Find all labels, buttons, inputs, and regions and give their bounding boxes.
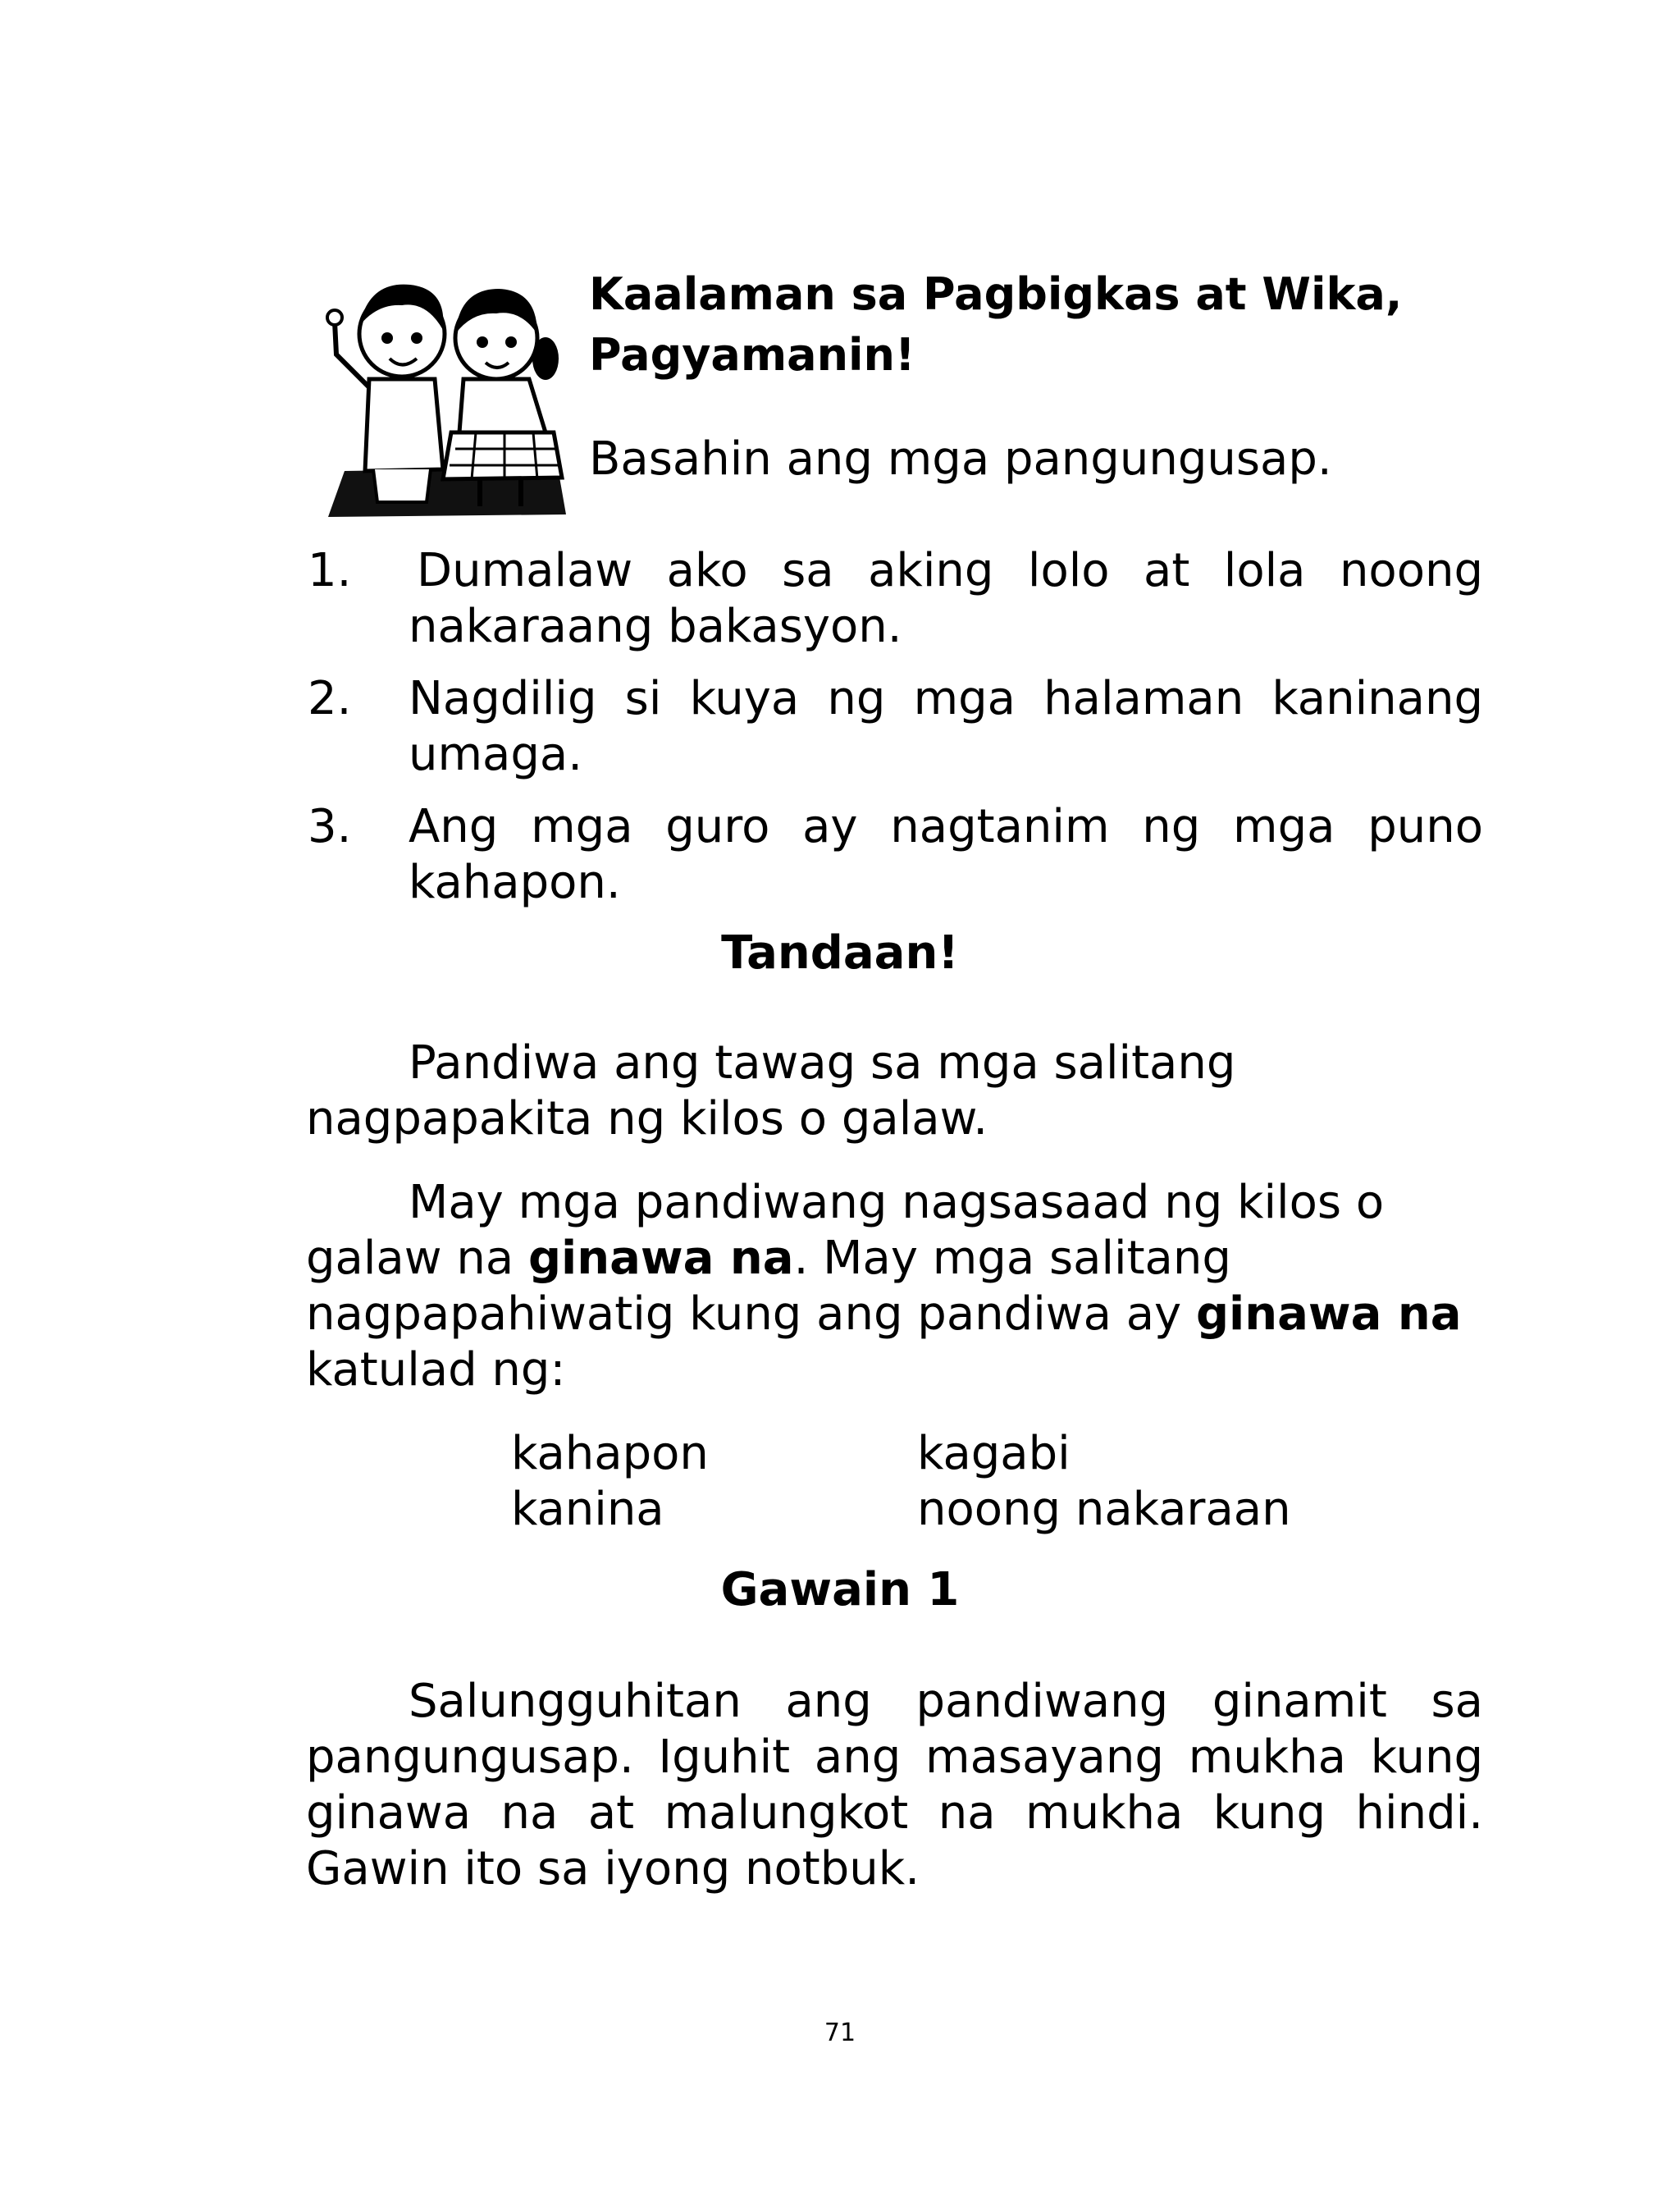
- sentence-line: Dumalaw ako sa aking lolo at lola noong: [417, 544, 1483, 597]
- gawain-heading: Gawain 1: [720, 1563, 960, 1616]
- tandaan-heading: Tandaan!: [721, 926, 959, 980]
- tandaan-paragraph-line: katulad ng:: [306, 1343, 566, 1397]
- sentence-number: 2.: [308, 672, 352, 725]
- instruction-text: Basahin ang mga pangungusap.: [589, 432, 1332, 486]
- gawain-paragraph-line: ginawa na at malungkot na mukha kung hindi.: [306, 1786, 1483, 1840]
- tandaan-paragraph-line: nagpapakita ng kilos o galaw.: [306, 1092, 988, 1145]
- section-title: [589, 264, 1402, 386]
- bold-term: ginawa na: [1195, 1287, 1462, 1341]
- gawain-paragraph-line: Salungguhitan ang pandiwang ginamit sa: [409, 1675, 1483, 1728]
- sentence-line: Nagdilig si kuya ng mga halaman kaninang: [409, 672, 1483, 725]
- tandaan-paragraph-line: [306, 1287, 1462, 1342]
- text-run: galaw na: [306, 1232, 528, 1285]
- sentence-line: umaga.: [409, 728, 583, 781]
- section-title-line1: Kaalaman sa Pagbigkas at Wika,: [589, 268, 1403, 320]
- two-children-illustration-icon: [312, 256, 582, 519]
- bold-term: ginawa na: [527, 1232, 794, 1285]
- sentence-line: kahapon.: [409, 856, 621, 909]
- tandaan-paragraph-line: May mga pandiwang nagsasaad ng kilos o: [409, 1176, 1385, 1229]
- sentence-line: Ang mga guro ay nagtanim ng mga puno: [409, 800, 1483, 853]
- sentence-number: 3.: [308, 800, 352, 853]
- gawain-paragraph-line: Gawin ito sa iyong notbuk.: [306, 1842, 920, 1895]
- tandaan-paragraph-line: Pandiwa ang tawag sa mga salitang: [409, 1036, 1236, 1090]
- gawain-paragraph-line: pangungusap. Iguhit ang masayang mukha kung: [306, 1731, 1483, 1784]
- time-word: noong nakaraan: [917, 1483, 1291, 1536]
- page-number: 71: [824, 2019, 856, 2047]
- time-word: kahapon: [511, 1427, 709, 1480]
- tandaan-paragraph-line: [306, 1231, 1231, 1287]
- sentence-number: 1.: [308, 544, 352, 597]
- sentence-line: nakaraang bakasyon.: [409, 600, 902, 653]
- time-word: kagabi: [917, 1427, 1071, 1480]
- text-run: . May mga salitang: [793, 1232, 1231, 1285]
- section-title-line2: Pagyamanin!: [589, 329, 915, 381]
- text-run: nagpapahiwatig kung ang pandiwa ay: [306, 1287, 1196, 1341]
- time-word: kanina: [511, 1483, 664, 1536]
